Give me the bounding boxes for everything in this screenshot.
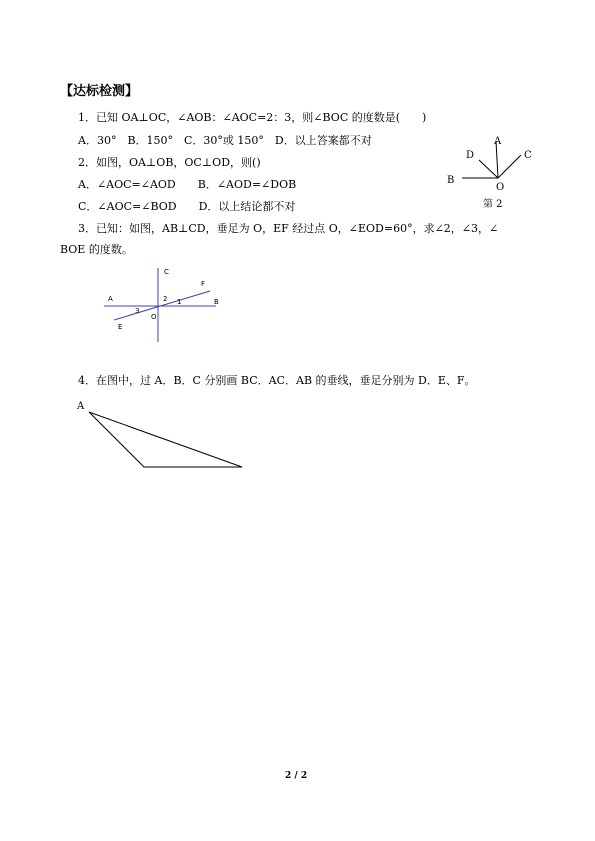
label-c: C: [524, 150, 532, 161]
question-3-stem-line1: 3．已知：如图，AB⊥CD，垂足为 O，EF 经过点 O，∠EOD=60°，求∠2，∠3，∠: [78, 222, 499, 235]
label-c: C: [164, 268, 169, 276]
page-number: 2 / 2: [285, 771, 308, 781]
question-3-stem-line2: BOE 的度数。: [60, 243, 133, 256]
angle-label-1: 1: [177, 298, 182, 306]
question-2-options-row2: C．∠AOC=∠BOD D．以上结论都不对: [78, 200, 296, 213]
label-a: A: [494, 136, 502, 147]
question-1-stem: 1．已知 OA⊥OC，∠AOB：∠AOC=2：3，则∠BOC 的度数是( ): [78, 111, 427, 124]
question-4-stem: 4．在图中，过 A．B．C 分别画 BC．AC．AB 的垂线，垂足分别为 D．E、F。: [78, 374, 476, 387]
question-2-figure: [440, 130, 550, 220]
figure-caption: 第 2: [483, 199, 503, 210]
ray-oc: [498, 155, 521, 178]
section-title: 【达标检测】: [60, 84, 139, 99]
label-o: O: [496, 182, 505, 193]
label-a: A: [108, 295, 113, 303]
question-3-figure: [100, 266, 230, 346]
label-b: B: [214, 298, 219, 306]
question-4-figure: [74, 398, 254, 478]
label-d: D: [466, 150, 475, 161]
question-1-options: A．30° B．150° C．30°或 150° D．以上答案都不对: [78, 134, 372, 147]
question-2-options-row1: A．∠AOC=∠AOD B．∠AOD=∠DOB: [78, 178, 297, 191]
angle-label-2: 2: [163, 295, 168, 303]
label-b: B: [447, 175, 455, 186]
label-o: O: [151, 313, 157, 321]
question-2-stem: 2．如图，OA⊥OB，OC⊥OD，则(): [78, 156, 261, 169]
angle-label-3: 3: [135, 307, 140, 315]
label-a: A: [77, 401, 85, 412]
label-f: F: [201, 280, 206, 288]
ray-od: [479, 160, 498, 178]
label-e: E: [118, 323, 123, 331]
triangle-abc: [89, 412, 242, 467]
